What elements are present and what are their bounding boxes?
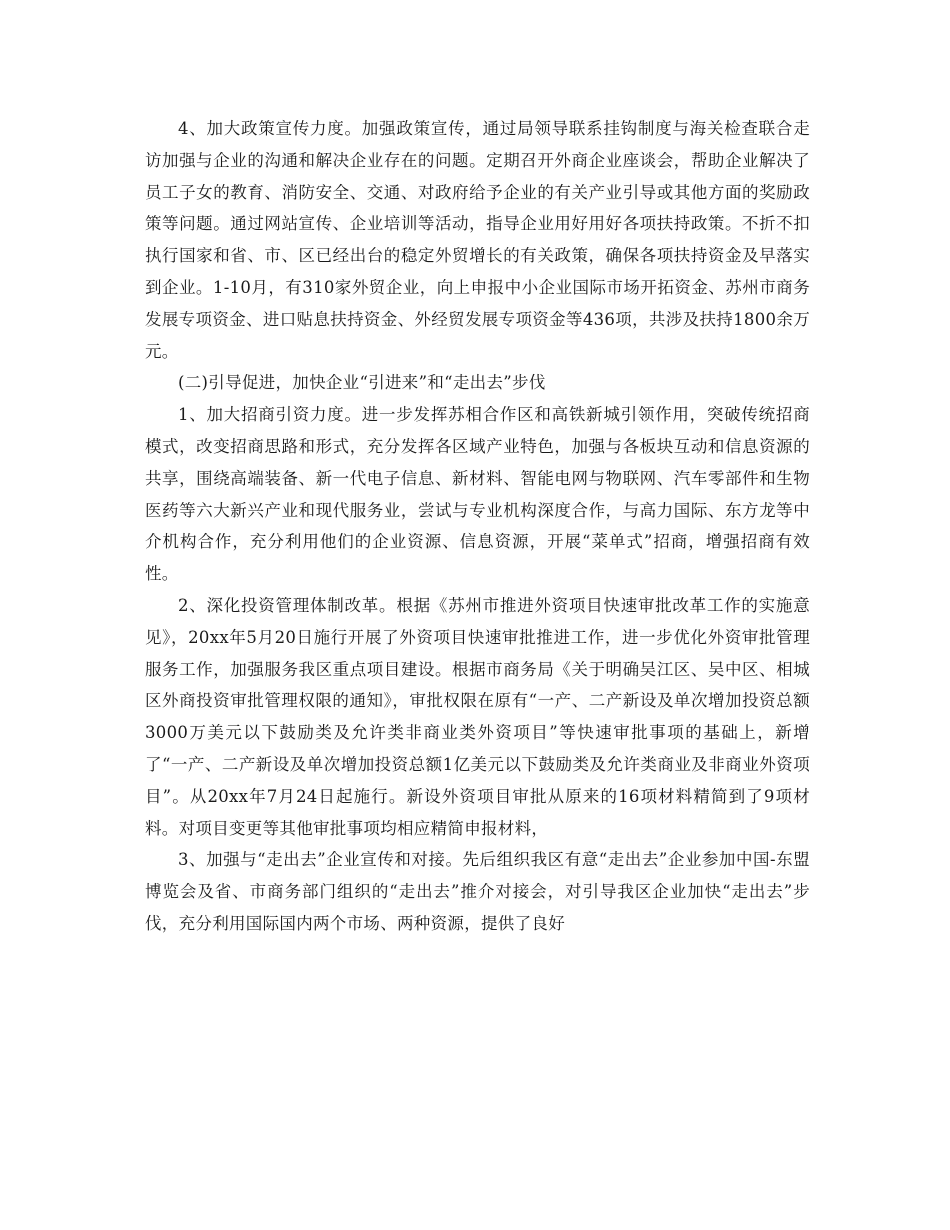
paragraph-going-global: 3、加强与“走出去”企业宣传和对接。先后组织我区有意“走出去”企业参加中国-东盟博览会及省、市商务部门组织的“走出去”推介对接会，对引导我区企业加快“走出去”步伐，充分利用国际国内两个市场、两种资源，提供了良好	[145, 850, 810, 933]
paragraph-policy-promotion: 4、加大政策宣传力度。加强政策宣传，通过局领导联系挂钩制度与海关检查联合走访加强与企业的沟通和解决企业存在的问题。定期召开外商企业座谈会，帮助企业解决了员工子女的教育、消防安全、交通、对政府给予企业的有关产业引导或其他方面的奖励政策等问题。通过网站宣传、企业培训等活动，指导企业用好用好各项扶持政策。不折不扣执行国家和省、市、区已经出台的稳定外贸增长的有关政策，确保各项扶持资金及早落实到企业。1-10月，有310家外贸企业，向上申报中小企业国际市场开拓资金、苏州市商务发展专项资金、进口贴息扶持资金、外经贸发展专项资金等436项，共涉及扶持1800余万元。	[145, 119, 810, 361]
document-body	[145, 113, 810, 940]
section-heading-guidance: (二)引导促进，加快企业“引进来”和“走出去”步伐	[178, 373, 546, 393]
paragraph-investment-attraction: 1、加大招商引资力度。进一步发挥苏相合作区和高铁新城引领作用，突破传统招商模式，改变招商思路和形式，充分发挥各区域产业特色，加强与各板块互动和信息资源的共享，围绕高端装备、新一代电子信息、新材料、智能电网与物联网、汽车零部件和生物医药等六大新兴产业和现代服务业，尝试与专业机构深度合作，与高力国际、东方龙等中介机构合作，充分利用他们的企业资源、信息资源，开展“菜单式”招商，增强招商有效性。	[145, 405, 810, 584]
paragraph-investment-reform: 2、深化投资管理体制改革。根据《苏州市推进外资项目快速审批改革工作的实施意见》，20xx年5月20日施行开展了外资项目快速审批推进工作，进一步优化外资审批管理服务工作，加强服务我区重点项目建设。根据市商务局《关于明确吴江区、吴中区、相城区外商投资审批管理权限的通知》，审批权限在原有“一产、二产新设及单次增加投资总额3000万美元以下鼓励类及允许类非商业类外资项目”等快速审批事项的基础上，新增了“一产、二产新设及单次增加投资总额1亿美元以下鼓励类及允许类商业及非商业外资项目”。从20xx年7月24日起施行。新设外资项目审批从原来的16项材料精简到了9项材料。对项目变更等其他审批事项均相应精简申报材料，	[145, 595, 810, 838]
